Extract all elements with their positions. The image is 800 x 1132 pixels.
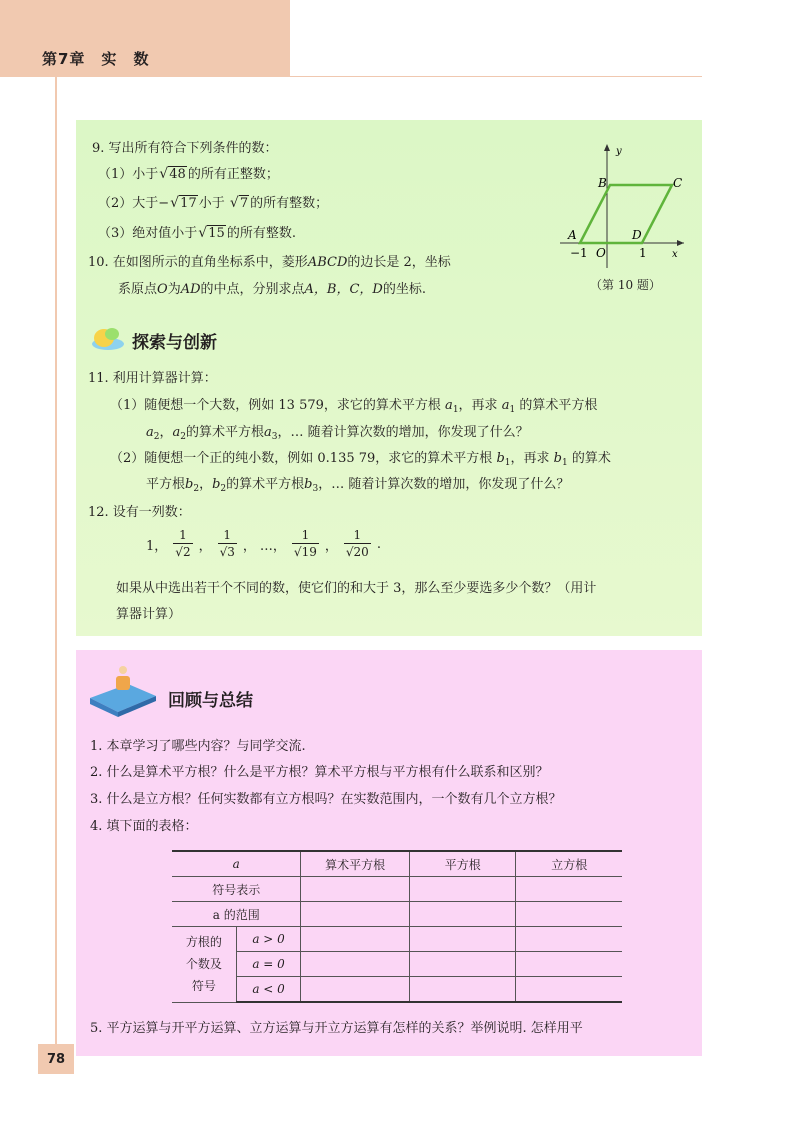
sqrt-sign: √ 48: [159, 166, 187, 184]
explore-icon: [90, 322, 126, 352]
q11-part2-line1: （2）随便想一个正的纯小数，例如 0.135 79，求它的算术平方根 $b_1$，再求 $b_1$ 的算术: [110, 451, 611, 468]
q9-part3: （3）绝对值小于√ 15 的所有整数.: [98, 225, 296, 243]
table-cell: [409, 927, 516, 952]
table-row: [172, 927, 622, 952]
q11-part2-line2: 平方根$b_2$，$b_2$的算术平方根$b_3$，… 随着计算次数的增加，你发现了什么？: [146, 477, 570, 494]
tick-label-minus-one: −1: [570, 246, 588, 260]
page-number: 78: [38, 1044, 74, 1074]
table-cell: [301, 977, 410, 1003]
x-axis-arrow: [677, 240, 684, 246]
table-cell: [301, 902, 410, 927]
q11-part1-line2: $a_2$，$a_2$的算术平方根$a_3$，… 随着计算次数的增加，你发现了什么？: [146, 425, 529, 442]
review-item-1: 1. 本章学习了哪些内容？与同学交流.: [90, 739, 306, 754]
q9-part1: （1）小于√ 48 的所有正整数；: [98, 166, 279, 184]
rhombus-coordinate-figure: [560, 140, 690, 270]
cond-zero: a = 0: [236, 952, 301, 977]
table-cell: [301, 877, 410, 902]
table-cell: [301, 952, 410, 977]
fraction: $\frac{1}{√3}$: [219, 528, 235, 559]
table-cell: [409, 902, 516, 927]
x-label: x: [672, 249, 678, 260]
q11-stem: 11. 利用计算器计算：: [88, 371, 217, 386]
q12-text-line1: 如果从中选出若干个不同的数，使它们的和大于 3，那么至少要选多少个数？（用计: [116, 581, 597, 596]
table-cell: [409, 952, 516, 977]
y-label: y: [616, 146, 622, 157]
explore-title: 探索与创新: [132, 333, 217, 353]
fraction: $\frac{1}{√20}$: [345, 528, 369, 559]
review-item-2: 2. 什么是算术平方根？什么是平方根？算术平方根与平方根有什么联系和区别？: [90, 765, 549, 780]
header-rule: [290, 76, 702, 77]
table-row: [172, 902, 622, 927]
point-a-label: A: [568, 228, 577, 242]
q11-part1-line1: （1）随便想一个大数，例如 13 579，求它的算术平方根 $a_1$，再求 $a_1$ 的算术平方根: [110, 398, 598, 415]
q9-stem: 9. 写出所有符合下列条件的数：: [92, 141, 278, 156]
table-cell: [409, 877, 516, 902]
q12-text-line2: 算器计算）: [116, 607, 182, 622]
figure-caption: （第 10 题）: [590, 278, 661, 292]
q12-sequence: 1， $\frac{1}{√2}$ ， $\frac{1}{√3}$ ， …， $\frac{1}{√19}$ ， $\frac{1}{√20}$ .: [146, 528, 381, 559]
table-row: [172, 877, 622, 902]
fraction: $\frac{1}{√19}$: [293, 528, 317, 559]
review-item-3: 3. 什么是立方根？任何实数都有立方根吗？在实数范围内，一个数有几个立方根？: [90, 792, 562, 807]
sqrt-sign: √ 15: [198, 225, 226, 243]
q12-stem: 12. 设有一列数：: [88, 505, 191, 520]
rhombus-abcd: [580, 185, 672, 243]
table-header-a: a: [172, 851, 301, 877]
sqrt-sign: √ 17: [170, 195, 198, 213]
cond-negative: a < 0: [236, 977, 301, 1003]
table-cell: [409, 977, 516, 1003]
sqrt-sign: √ 7: [230, 195, 249, 213]
table-cell: [516, 977, 622, 1003]
chapter-title: 第7章 实 数: [42, 50, 150, 68]
review-item-4: 4. 填下面的表格：: [90, 819, 198, 834]
table-cell: [301, 927, 410, 952]
table-cell: [516, 952, 622, 977]
table-header-cube-root: 立方根: [516, 851, 622, 877]
book-icon: [88, 664, 158, 718]
table-header-square-root: 平方根: [409, 851, 516, 877]
point-c-label: C: [673, 176, 683, 190]
point-d-label: D: [632, 228, 642, 242]
summary-table: [172, 850, 622, 1003]
fraction: $\frac{1}{√2}$: [175, 528, 191, 559]
row-group-label: 方根的 个数及 符号: [172, 927, 236, 1003]
tick-label-one: 1: [639, 246, 647, 260]
review-item-5: 5. 平方运算与开平方运算、立方运算与开立方运算有怎样的关系？举例说明. 怎样用平: [90, 1021, 583, 1036]
table-cell: [516, 877, 622, 902]
table-header-row: [172, 851, 622, 877]
margin-line: [55, 77, 57, 1047]
table-row: [172, 977, 622, 1003]
table-cell: [516, 902, 622, 927]
table-cell: [516, 927, 622, 952]
row-label-symbol: 符号表示: [172, 877, 301, 902]
table-row: [172, 952, 622, 977]
row-label-range: a 的范围: [172, 902, 301, 927]
origin-label: O: [596, 246, 606, 260]
cond-positive: a > 0: [236, 927, 301, 952]
q10-line2: 系原点O为AD的中点，分别求点A，B，C，D的坐标.: [118, 282, 426, 297]
point-b-label: B: [598, 176, 607, 190]
q10-line1: 10. 在如图所示的直角坐标系中，菱形ABCD的边长是 2，坐标: [88, 255, 451, 270]
y-axis-arrow: [604, 144, 610, 151]
review-title: 回顾与总结: [168, 691, 253, 711]
table-header-arith-root: 算术平方根: [301, 851, 410, 877]
q9-part2: （2）大于−√ 17 小于 √ 7 的所有整数；: [98, 195, 328, 213]
